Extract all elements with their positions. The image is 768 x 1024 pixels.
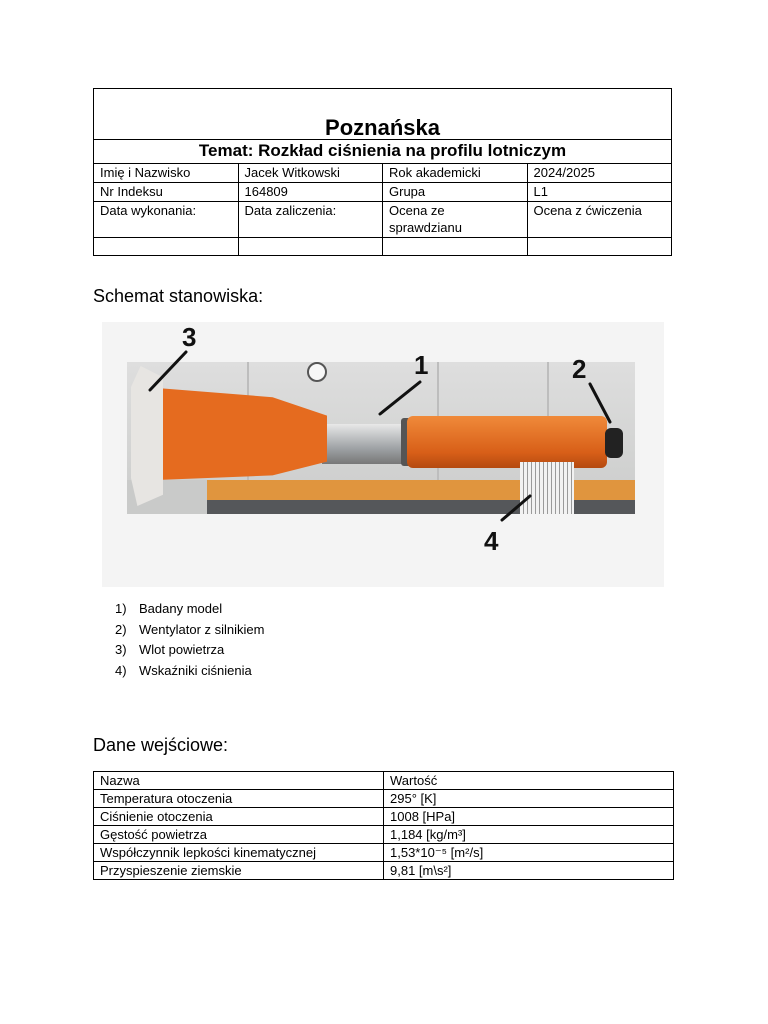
label-date-passed: Data zaliczenia: <box>238 202 383 238</box>
annotation-3: 3 <box>182 322 197 352</box>
list-item <box>115 662 264 683</box>
param-value: 295° [K] <box>384 790 674 808</box>
table-header-row <box>94 772 674 790</box>
param-name: Współczynnik lepkości kinematycznej <box>94 844 384 862</box>
value-name: Jacek Witkowski <box>238 164 383 183</box>
university-name: Poznańska <box>94 89 672 140</box>
schematic-heading: Schemat stanowiska: <box>93 286 264 306</box>
label-exercise-grade: Ocena z ćwiczenia <box>527 202 672 238</box>
pointer-3 <box>150 352 186 390</box>
header-table <box>93 88 672 256</box>
value-group: L1 <box>527 183 672 202</box>
list-label: Wlot powietrza <box>139 642 225 658</box>
param-value: 1,53*10⁻⁵ [m²/s] <box>384 844 674 862</box>
empty-cell <box>238 238 383 256</box>
label-name: Imię i Nazwisko <box>94 164 239 183</box>
table-row <box>94 790 674 808</box>
column-header-value: Wartość <box>384 772 674 790</box>
param-name: Ciśnienie otoczenia <box>94 808 384 826</box>
value-academic-year: 2024/2025 <box>527 164 672 183</box>
label-index: Nr Indeksu <box>94 183 239 202</box>
list-item <box>115 641 264 662</box>
pointer-2 <box>590 384 610 422</box>
list-label: Wskaźniki ciśnienia <box>139 663 252 679</box>
param-value: 1008 [HPa] <box>384 808 674 826</box>
component-list <box>115 600 264 683</box>
table-row <box>94 808 674 826</box>
param-value: 9,81 [m\s²] <box>384 862 674 880</box>
list-label: Badany model <box>139 601 223 616</box>
empty-cell <box>527 238 672 256</box>
pointer-1 <box>380 382 420 414</box>
list-number: 1) <box>115 601 127 616</box>
table-row <box>94 826 674 844</box>
empty-cell <box>94 238 239 256</box>
list-item <box>115 621 264 642</box>
param-name: Gęstość powietrza <box>94 826 384 844</box>
list-number: 2) <box>115 621 127 637</box>
param-name: Temperatura otoczenia <box>94 790 384 808</box>
column-header-name: Nazwa <box>94 772 384 790</box>
param-name: Przyspieszenie ziemskie <box>94 862 384 880</box>
label-group: Grupa <box>383 183 528 202</box>
topic-title: Temat: Rozkład ciśnienia na profilu lotniczym <box>94 140 672 164</box>
wind-tunnel-photo <box>102 322 664 587</box>
label-test-grade: Ocena ze sprawdzianu <box>383 202 528 238</box>
param-value: 1,184 [kg/m³] <box>384 826 674 844</box>
label-academic-year: Rok akademicki <box>383 164 528 183</box>
list-number: 3) <box>115 642 127 658</box>
annotation-4: 4 <box>484 526 499 556</box>
handwritten-annotations <box>102 322 664 587</box>
input-data-heading: Dane wejściowe: <box>93 735 229 755</box>
empty-cell <box>383 238 528 256</box>
value-index: 164809 <box>238 183 383 202</box>
label-date-done: Data wykonania: <box>94 202 239 238</box>
list-item <box>115 600 264 621</box>
annotation-2: 2 <box>572 354 587 384</box>
table-row <box>94 844 674 862</box>
list-label: Wentylator z silnikiem <box>139 621 265 637</box>
annotation-1: 1 <box>414 350 429 380</box>
pointer-4 <box>502 496 530 520</box>
input-data-table <box>93 771 674 880</box>
table-row <box>94 862 674 880</box>
list-number: 4) <box>115 663 127 679</box>
